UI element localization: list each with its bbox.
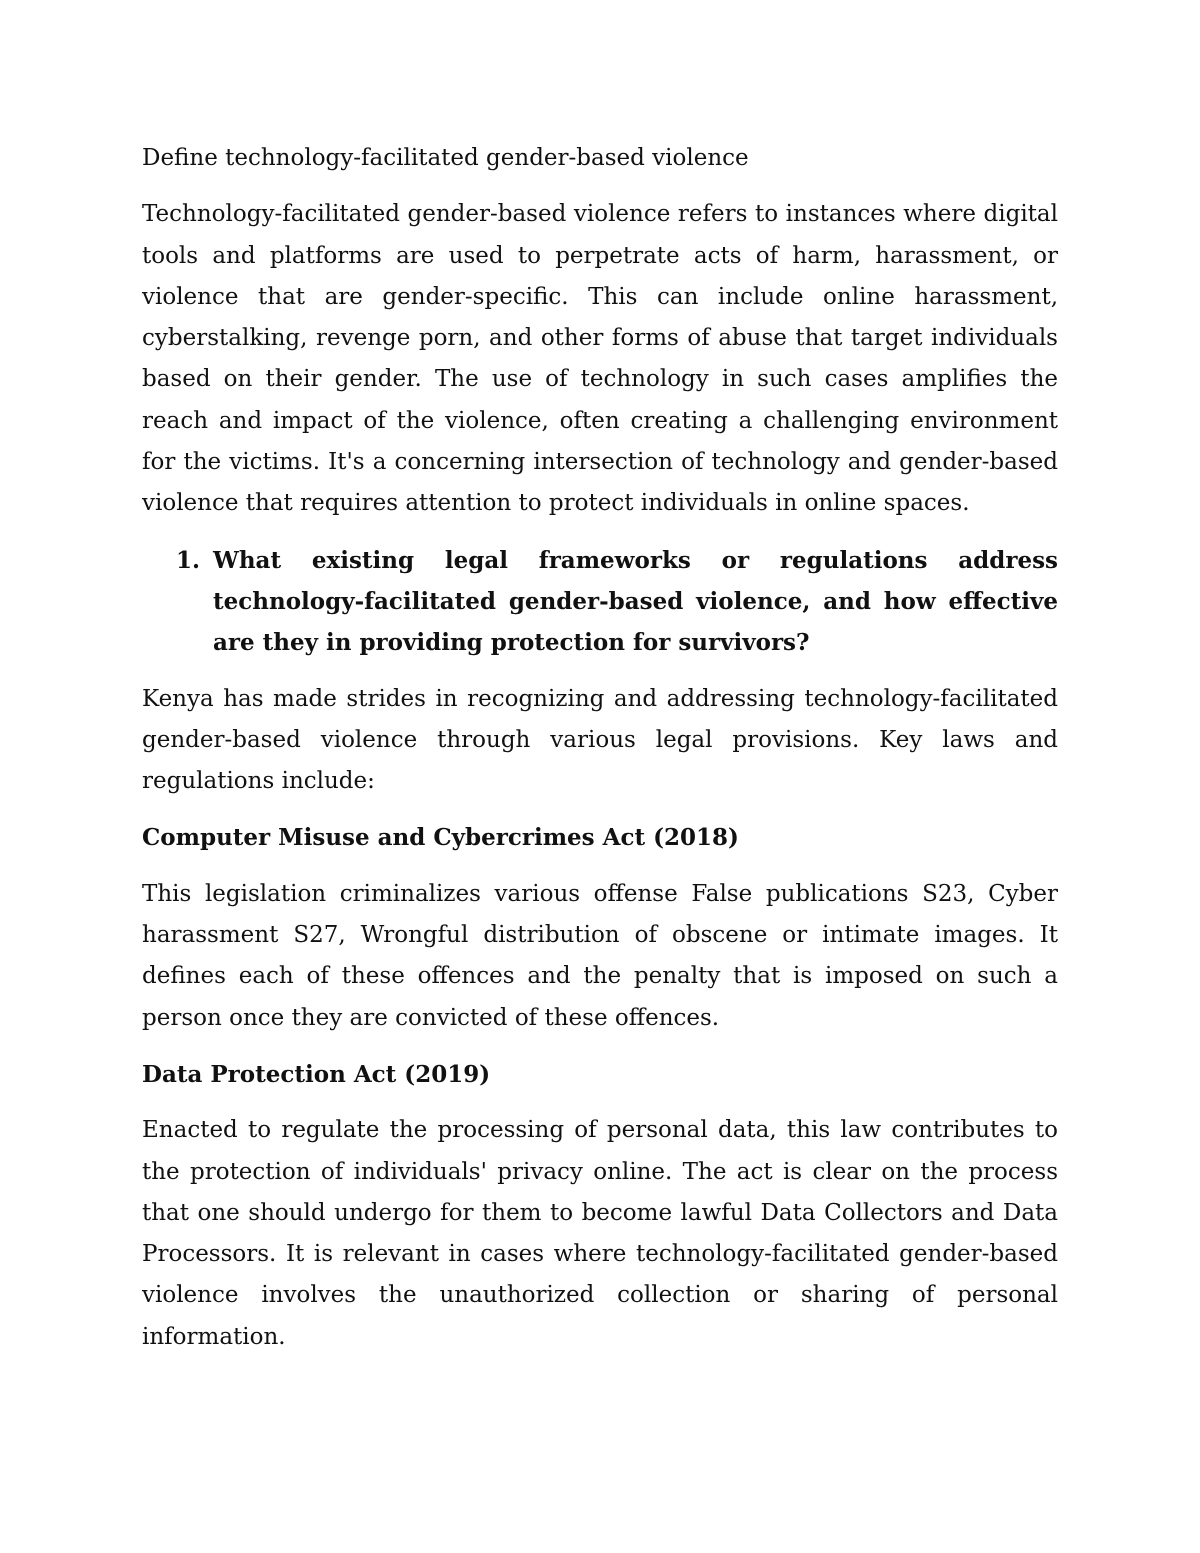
section-body-cybercrimes-act: This legislation criminalizes various offense False publications S23, Cyber harassment S27, Wrongful distribution of obscene or intimate images. It defines each of these offences and the penalty that is imposed on such a person once they are convicted of these offences. (142, 880, 1058, 1031)
question-list (142, 540, 1058, 664)
list-item-number: 1. (176, 546, 201, 574)
list-item-text: What existing legal frameworks or regulations address technology-facilitated gender-based violence, and how effective are they in providing protection for survivors? (213, 546, 1058, 657)
definition-paragraph: Technology-facilitated gender-based violence refers to instances where digital tools and platforms are used to perpetrate acts of harm, harassment, or violence that are gender-specific. This can include online harassment, cyberstalking, revenge porn, and other forms of abuse that target individuals based on their gender. The use of technology in such cases amplifies the reach and impact of the violence, often creating a challenging environment for the victims. It's a concerning intersection of technology and gender-based violence that requires attention to protect individuals in online spaces. (142, 201, 1058, 517)
section-heading-cybercrimes-act: Computer Misuse and Cybercrimes Act (2018) (142, 824, 739, 852)
document-page (142, 138, 1058, 1373)
section-heading-data-protection-act: Data Protection Act (2019) (142, 1060, 491, 1088)
list-item (142, 540, 1058, 664)
section-body-data-protection-act: Enacted to regulate the processing of personal data, this law contributes to the protection of individuals' privacy online. The act is clear on the process that one should undergo for them to become lawful Data Collectors and Data Processors. It is relevant in cases where technology-facilitated gender-based violence involves the unauthorized collection or sharing of personal information. (142, 1117, 1058, 1350)
document-title: Define technology-facilitated gender-based violence (142, 145, 749, 171)
intro-paragraph: Kenya has made strides in recognizing and addressing technology-facilitated gender-based violence through various legal provisions. Key laws and regulations include: (142, 685, 1058, 795)
